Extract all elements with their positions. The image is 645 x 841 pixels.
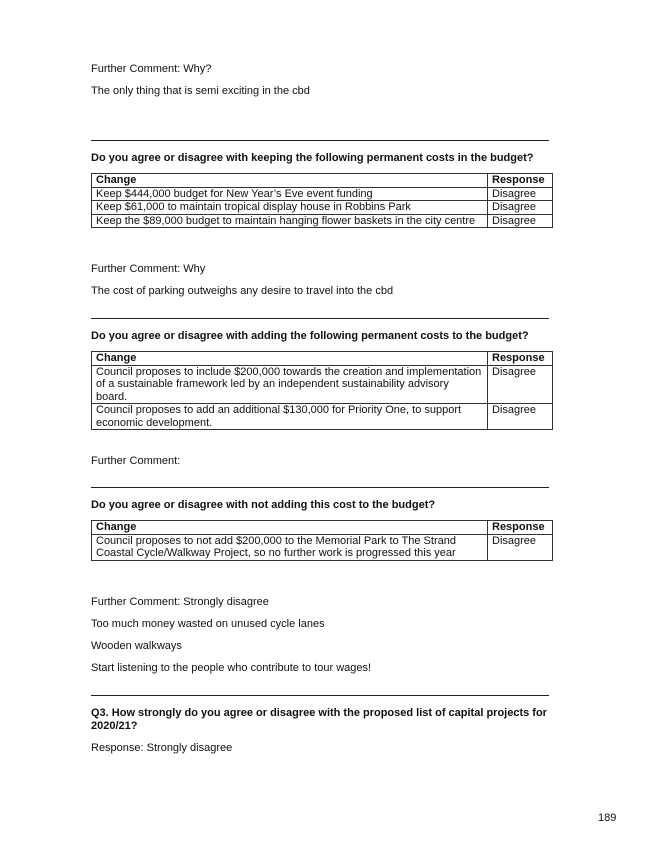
section-divider [91, 695, 549, 696]
change-cell: Keep $61,000 to maintain tropical display house in Robbins Park [92, 201, 488, 215]
response-cell: Disagree [488, 404, 553, 430]
comment-text: The only thing that is semi exciting in the cbd [91, 85, 310, 97]
header-change: Change [92, 352, 488, 366]
table-row [92, 201, 553, 215]
question-q3: Q3. How strongly do you agree or disagree with the proposed list of capital projects for 2020/21? [91, 707, 547, 732]
comment-text: Start listening to the people who contribute to tour wages! [91, 662, 372, 674]
table-row [92, 534, 553, 560]
response-cell: Disagree [488, 201, 553, 215]
response-cell: Disagree [488, 534, 553, 560]
header-response: Response [488, 174, 553, 188]
response-cell: Disagree [488, 214, 553, 228]
change-cell: Keep the $89,000 budget to maintain hanging flower baskets in the city centre [92, 214, 488, 228]
question-add-costs: Do you agree or disagree with adding the following permanent costs to the budget? [91, 330, 529, 342]
table-header-row [92, 521, 553, 535]
further-comment-label: Further Comment: Why? [91, 63, 212, 75]
table-row [92, 365, 553, 404]
page-number: 189 [598, 812, 617, 824]
keep-costs-table [91, 173, 553, 228]
section-divider [91, 487, 549, 488]
response-cell: Disagree [488, 365, 553, 404]
table-row [92, 214, 553, 228]
change-cell: Keep $444,000 budget for New Year’s Eve event funding [92, 187, 488, 201]
response-cell: Disagree [488, 187, 553, 201]
header-change: Change [92, 521, 488, 535]
table-header-row [92, 174, 553, 188]
further-comment-label: Further Comment: Strongly disagree [91, 596, 269, 608]
comment-text: The cost of parking outweighs any desire to travel into the cbd [91, 285, 394, 297]
change-cell: Council proposes to include $200,000 towards the creation and implementation of a sustainable framework led by an independent sustainability advisory board. [92, 365, 488, 404]
table-row [92, 404, 553, 430]
table-header-row [92, 352, 553, 366]
section-divider [91, 318, 549, 319]
change-cell: Council proposes to not add $200,000 to the Memorial Park to The Strand Coastal Cycle/Walkway Project, so no further work is progressed this year [92, 534, 488, 560]
change-cell: Council proposes to add an additional $130,000 for Priority One, to support economic development. [92, 404, 488, 430]
not-add-cost-table [91, 520, 553, 561]
section-divider [91, 140, 549, 141]
further-comment-label: Further Comment: Why [91, 263, 206, 275]
table-row [92, 187, 553, 201]
header-response: Response [488, 352, 553, 366]
q3-response: Response: Strongly disagree [91, 742, 233, 754]
question-keep-costs: Do you agree or disagree with keeping the following permanent costs in the budget? [91, 152, 534, 164]
further-comment-label: Further Comment: [91, 455, 181, 467]
header-change: Change [92, 174, 488, 188]
question-not-add-cost: Do you agree or disagree with not adding this cost to the budget? [91, 499, 436, 511]
comment-text: Wooden walkways [91, 640, 182, 652]
header-response: Response [488, 521, 553, 535]
add-costs-table [91, 351, 553, 430]
comment-text: Too much money wasted on unused cycle lanes [91, 618, 325, 630]
